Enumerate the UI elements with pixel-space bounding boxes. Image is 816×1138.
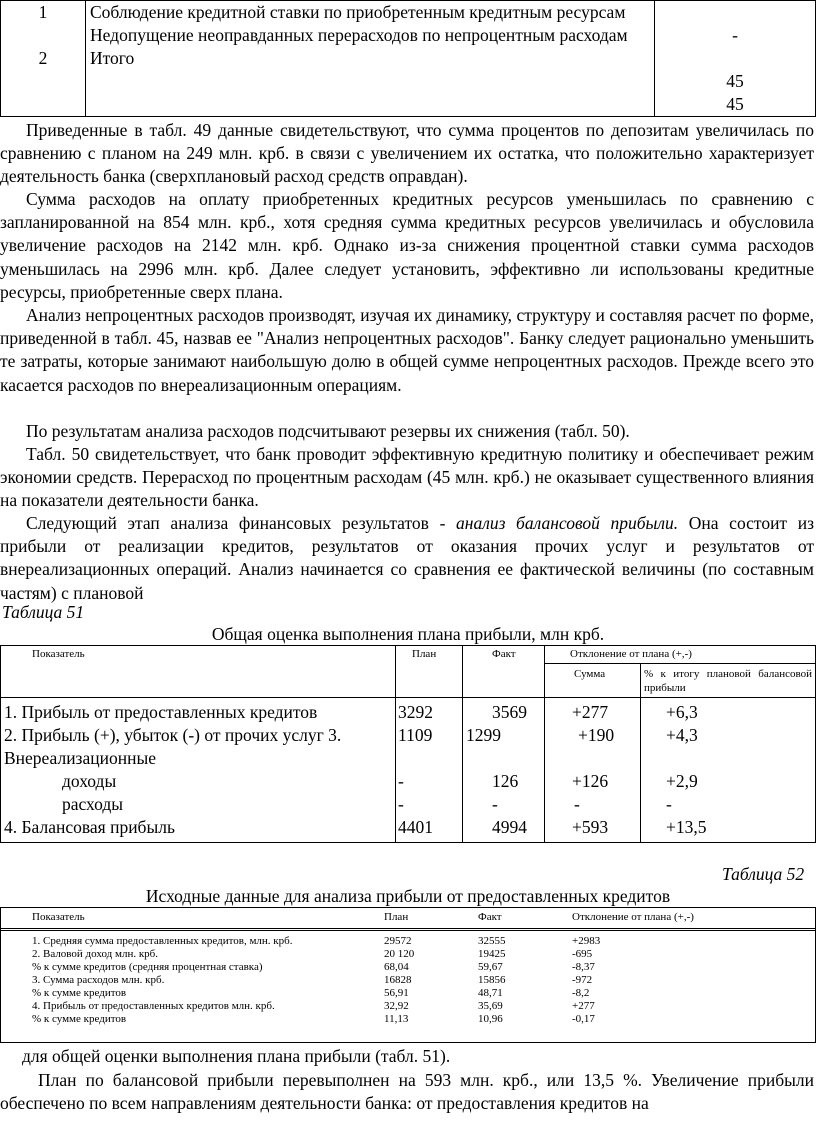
cell-sum: +126 (572, 771, 609, 791)
cell-pct: +4,3 (666, 725, 698, 745)
row-text: Итого (90, 48, 135, 68)
cell-pct: - (666, 794, 672, 814)
column-header: Отклонение от плана (+,-) (572, 911, 694, 923)
cell-indicator: % к сумме кредитов (32, 987, 127, 999)
paragraph: По результатам анализа расходов подсчитывают резервы их снижения (табл. 50). (26, 421, 630, 441)
cell-dev: +2983 (572, 935, 601, 947)
cell-fact: 15856 (478, 974, 506, 986)
table-caption: Таблица 52 (722, 864, 805, 884)
cell-indicator: расходы (62, 794, 124, 814)
table-caption: Таблица 51 (2, 602, 85, 622)
table-border (544, 645, 545, 843)
column-header: Факт (492, 648, 516, 660)
cell-fact: 126 (492, 771, 519, 791)
table-border (0, 1042, 816, 1043)
paragraph: Сумма расходов на оплату приобретенных кредитных ресурсов уменьшилась по сравнению с запланированной на 854 млн. крб., хотя средняя сумма кредитных ресурсов увеличилась и обусловила увеличение расходов на 2142 млн. крб. Однако из-за снижения процентной ставки сумма расходов уменьшилась на 2996 млн. крб. Далее следует установить, эффективно ли использованы кредитные ресурсы, приобретенные сверх плана. (0, 189, 814, 302)
cell-fact: 48,71 (478, 987, 503, 999)
cell-plan: 68,04 (384, 961, 409, 973)
paragraph: Табл. 50 свидетельствует, что банк проводит эффективную кредитную политику и обеспечивает режим экономии средств. Перерасход по процентным расходам (45 млн. крб.) не оказывает существенного влияния на показатели деятельности банка. (0, 444, 814, 511)
cell-dev: -972 (572, 974, 593, 986)
table-border (395, 645, 396, 843)
cell-indicator: 2. Валовой доход млн. крб. (32, 948, 159, 960)
column-header: Показатель (32, 911, 85, 923)
row-value: - (732, 25, 738, 45)
cell-dev: -8,37 (572, 961, 595, 973)
cell-dev: -8,2 (572, 987, 590, 999)
paragraph (0, 512, 814, 605)
table-border (0, 928, 816, 929)
cell-pct: +6,3 (666, 702, 698, 722)
table-border (462, 645, 463, 843)
column-header: % к итогу плановой балансовой прибыли (644, 668, 812, 694)
paragraph: Анализ непроцентных расходов производят, изучая их динамику, структуру и составляя расчет по форме, приведенной в табл. 45, назвав ее "Анализ непроцентных расходов". Банку следует рационально уменьшить те затраты, которые занимают наибольшую долю в общей сумме непроцентных расходов. Прежде всего это касается расходов по внереализационным операциям. (0, 305, 814, 395)
column-header: План (384, 911, 409, 923)
cell-indicator: 1. Средняя сумма предоставленных кредитов, млн. крб. (32, 935, 293, 947)
cell-indicator: 4. Балансовая прибыль (4, 817, 175, 837)
top-table (0, 0, 816, 117)
table-border (0, 907, 1, 1043)
cell-dev: -695 (572, 948, 593, 960)
column-header: План (412, 648, 437, 660)
cell-indicator: 1. Прибыль от предоставленных кредитов (4, 702, 318, 722)
cell-sum: +593 (572, 817, 609, 837)
cell-fact: 10,96 (478, 1013, 503, 1025)
table-row (1, 1, 816, 117)
cell-pct: +13,5 (666, 817, 707, 837)
table-border (640, 663, 641, 843)
table-border (0, 842, 816, 843)
cell-indicator: 4. Прибыль от предоставленных кредитов млн. крб. (32, 1000, 275, 1012)
row-value: 45 (726, 94, 744, 114)
paragraph: для общей оценки выполнения плана прибыли (табл. 51). (22, 1046, 451, 1066)
cell-plan: 20 120 (384, 948, 415, 960)
cell-plan: 16828 (384, 974, 412, 986)
row-number: 1 (38, 2, 48, 22)
cell-plan: - (398, 771, 404, 791)
cell-fact: 4994 (492, 817, 527, 837)
row-value: 45 (726, 71, 744, 91)
cell-fact: 3569 (492, 702, 527, 722)
cell-dev: +277 (572, 1000, 595, 1012)
table-border (0, 645, 816, 646)
cell-indicator: доходы (62, 771, 117, 791)
table-border (544, 663, 816, 664)
row-value-cell (655, 1, 816, 117)
table-51 (0, 645, 816, 843)
cell-fact: 19425 (478, 948, 506, 960)
column-header: Сумма (574, 668, 606, 680)
cell-plan: 11,13 (384, 1013, 409, 1025)
cell-plan: - (398, 794, 404, 814)
row-text: Соблюдение кредитной ставки по приобретенным кредитным ресурсам (90, 2, 626, 22)
cell-indicator: % к сумме кредитов (средняя процентная ставка) (32, 961, 263, 973)
cell-plan: 29572 (384, 935, 412, 947)
paragraph-text: Следующий этап анализа финансовых результатов - (26, 513, 457, 533)
row-number-cell (1, 1, 86, 117)
cell-pct: +2,9 (666, 771, 698, 791)
paragraph-text: Она состоит из прибыли от реализации кредитов, результатов от оказания прочих услуг и результатов от внереализационных операций. Анализ начинается со сравнения ее фактической величины (по составным частям) с плановой (0, 513, 814, 603)
cell-fact: 59,67 (478, 961, 503, 973)
table-border (0, 645, 1, 843)
paragraph: План по балансовой прибыли перевыполнен на 593 млн. крб., или 13,5 %. Увеличение прибыли обеспечено по всем направлениям деятельности банка: от предоставления кредитов на (0, 1070, 814, 1114)
cell-sum: +190 (578, 725, 615, 745)
cell-plan: 1109 (398, 725, 433, 745)
row-text: Недопущение неоправданных перерасходов по непроцентным расходам (90, 25, 628, 45)
cell-plan: 32,92 (384, 1000, 409, 1012)
cell-indicator: Внереализационные (4, 748, 156, 768)
table-52 (0, 907, 816, 1043)
cell-fact: 35,69 (478, 1000, 503, 1012)
table-border (0, 930, 816, 931)
cell-fact: 32555 (478, 935, 506, 947)
row-number: 2 (38, 48, 48, 68)
column-header: Факт (478, 911, 502, 923)
cell-plan: 56,91 (384, 987, 409, 999)
cell-sum: - (574, 794, 580, 814)
paragraph: Приведенные в табл. 49 данные свидетельствуют, что сумма процентов по депозитам увеличилась по сравнению с планом на 249 млн. крб. в связи с увеличением их остатка, что положительно характеризует деятельность банка (сверхплановый расход средств оправдан). (0, 120, 814, 187)
cell-sum: +277 (572, 702, 609, 722)
column-header: Отклонение от плана (+,-) (570, 648, 692, 660)
cell-indicator: 3. Сумма расходов млн. крб. (32, 974, 165, 986)
table-border (0, 907, 816, 908)
cell-fact: 1299 (466, 725, 501, 745)
column-header: Показатель (32, 648, 85, 660)
cell-indicator: 2. Прибыль (+), убыток (-) от прочих услуг 3. (4, 725, 342, 745)
paragraph-emphasis: анализ балансовой прибыли. (456, 513, 679, 533)
table-title: Общая оценка выполнения плана прибыли, млн крб. (211, 624, 605, 644)
table-title: Исходные данные для анализа прибыли от предоставленных кредитов (145, 886, 671, 906)
table-border (0, 697, 816, 698)
cell-plan: 4401 (398, 817, 433, 837)
cell-dev: -0,17 (572, 1013, 595, 1025)
cell-indicator: % к сумме кредитов (32, 1013, 127, 1025)
cell-fact: - (492, 794, 498, 814)
cell-plan: 3292 (398, 702, 433, 722)
row-text-cell (86, 1, 655, 117)
